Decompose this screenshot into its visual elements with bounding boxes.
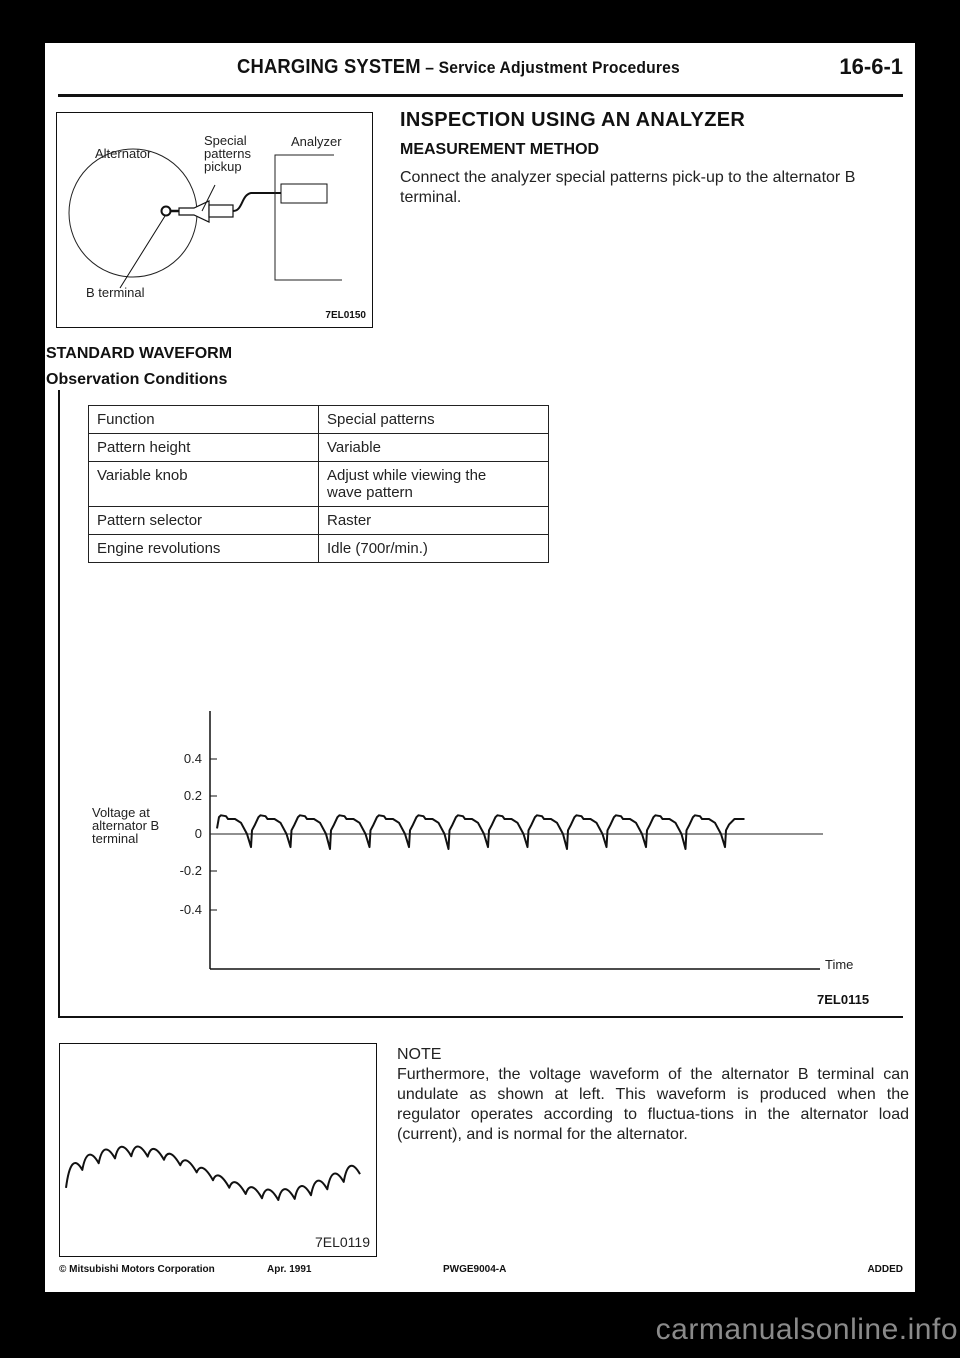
condition-item: Pattern selector [89, 507, 319, 535]
condition-value: Idle (700r/min.) [319, 535, 549, 563]
undulating-waveform-figure [59, 1043, 377, 1257]
condition-item: Engine revolutions [89, 535, 319, 563]
condition-value: Adjust while viewing the wave pattern [319, 462, 549, 507]
footer-copyright: © Mitsubishi Motors Corporation [59, 1264, 215, 1275]
label-analyzer: Analyzer [291, 134, 342, 149]
section-heading: INSPECTION USING AN ANALYZER [400, 109, 746, 131]
x-axis-label: Time [825, 957, 854, 972]
condition-value: Variable [319, 434, 549, 462]
label-alternator: Alternator [95, 146, 152, 161]
figure-code: 7EL0150 [325, 310, 366, 321]
figure2-code: 7EL0119 [314, 1234, 370, 1250]
y-tick-minus-0.4: -0.4 [179, 902, 202, 917]
y-tick-0.4: 0.4 [183, 751, 202, 766]
label-pickup-line3: pickup [204, 159, 242, 174]
condition-value: Special patterns [319, 406, 549, 434]
footer-date: Apr. 1991 [267, 1264, 312, 1275]
chart-code: 7EL0115 [817, 992, 870, 1007]
footer-status: ADDED [867, 1264, 903, 1275]
watermark: carmanualsonline.info [655, 1313, 958, 1346]
condition-item: Variable knob [89, 462, 319, 507]
y-tick-minus-0.2: -0.2 [179, 863, 202, 878]
y-tick-0.2: 0.2 [183, 788, 202, 803]
measurement-instructions: Connect the analyzer special patterns pick-up to the alternator B terminal. [400, 169, 856, 206]
y-tick-0: 0 [194, 826, 202, 841]
label-b-terminal: B terminal [86, 285, 145, 300]
section-title: CHARGING SYSTEM [237, 56, 421, 78]
label-pickup-line2: patterns [204, 146, 251, 161]
footer-doc-code: PWGE9004-A [443, 1264, 507, 1275]
note-label: NOTE [397, 1046, 442, 1063]
page-number: 16-6-1 [839, 54, 903, 79]
label-pickup-line1: Special [204, 133, 247, 148]
undulating-waveform-chart [60, 1044, 375, 1255]
title-separator: – [420, 58, 439, 77]
manual-page [45, 43, 915, 1292]
section-subtitle: Service Adjustment Procedures [438, 58, 680, 77]
subsection-heading: MEASUREMENT METHOD [400, 141, 600, 158]
condition-item: Pattern height [89, 434, 319, 462]
condition-item: Function [89, 406, 319, 434]
standard-waveform-heading: STANDARD WAVEFORM [46, 345, 233, 362]
y-axis-label: Voltage at alternator B terminal [92, 805, 160, 846]
note-text: Furthermore, the voltage waveform of the alternator B terminal can undulate as shown at left. This waveform is produced when the regulator operates according to fluctua-tions in the alternator load (current), and is normal for the alternator. [397, 1066, 909, 1143]
observation-conditions-heading: Observation Conditions [46, 371, 228, 388]
condition-value: Raster [319, 507, 549, 535]
note-block [397, 1045, 909, 1145]
standard-waveform-chart [45, 43, 915, 1043]
